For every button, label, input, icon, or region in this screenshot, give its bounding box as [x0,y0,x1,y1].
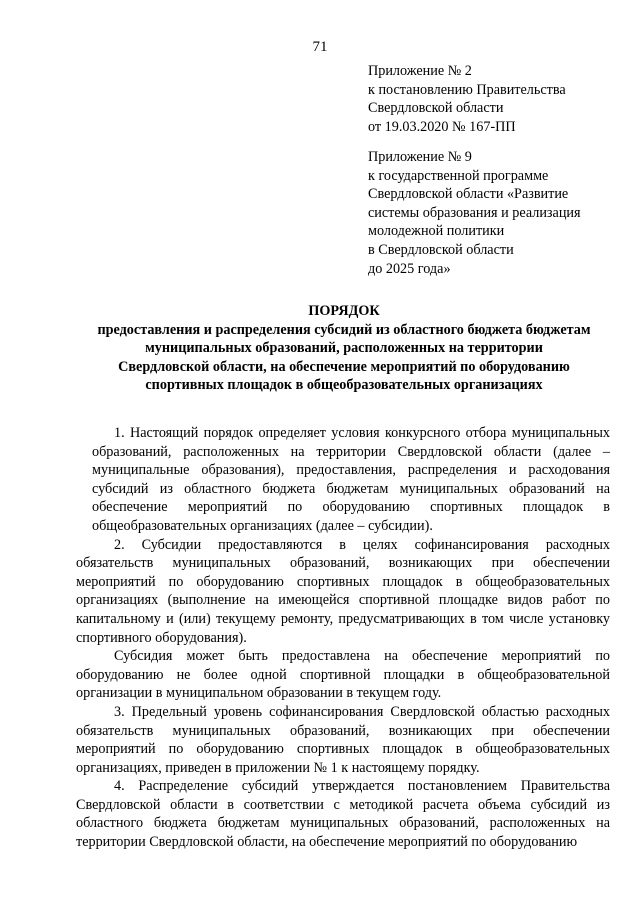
annex-line: молодежной политики [368,223,505,240]
title-line: муниципальных образований, расположенных на территории [145,340,543,357]
paragraph-1: 1. Настоящий порядок определяет условия конкурсного отбора муниципальных образований, расположенных на территории Свердловской области (далее – муниципальные образования), предоставления, распределения и расходования субсидий из областного бюджета бюджетам муниципальных образований на обеспечение мероприятий по оборудованию спортивных площадок в общеобразовательных организациях (далее – субсидии). [92,425,610,534]
annex-reference-resolution [368,62,618,136]
paragraph-3: 3. Предельный уровень софинансирования Свердловской областью расходных обязательств муниципальных образований, возникающих при обеспечении мероприятий по оборудованию спортивных площадок в общеобразовательных организациях, приведен в приложении № 1 к настоящему порядку. [76,703,610,776]
annex-line: Приложение № 9 [368,149,472,165]
annex-line: от 19.03.2020 № 167-ПП [368,118,516,135]
paragraph-2: 2. Субсидии предоставляются в целях софинансирования расходных обязательств муниципальных образований, возникающих при обеспечении мероприятий по оборудованию спортивных площадок в общеобразовательных организациях (выполнение на имеющейся спортивной площадке видов работ по капитальному и (или) текущему ремонту, предусматривающих в том числе установку спортивного оборудования). [76,536,610,646]
annex-line: в Свердловской области [368,241,514,258]
page-number: 71 [312,39,328,55]
title-line: Свердловской области, на обеспечение мероприятий по оборудованию [118,358,570,375]
document-title [74,302,614,395]
annex-line: Приложение № 2 [368,63,472,79]
title-line: предоставления и распределения субсидий из областного бюджета бюджетам [97,321,591,338]
annex-line: к государственной программе [368,167,549,184]
title-line: спортивных площадок в общеобразовательных организациях [145,377,543,394]
annex-line: системы образования и реализация [368,204,581,221]
document-body [76,424,610,852]
paragraph-4: 4. Распределение субсидий утверждается постановлением Правительства Свердловской области в соответствии с методикой расчета объема субсидий из областного бюджета бюджетам муниципальных образований, расположенных на территории Свердловской области, на обеспечение мероприятий по оборудованию [76,778,610,851]
paragraph-2-continuation: Субсидия может быть предоставлена на обеспечение мероприятий по оборудованию не более одной спортивной площадки в общеобразовательной организации в муниципальном образовании в текущем году. [76,648,610,702]
title-heading: ПОРЯДОК [308,303,380,319]
annex-line: до 2025 года» [368,260,451,277]
annex-reference-program [368,148,618,278]
annex-line: Свердловской области [368,100,504,117]
annex-line: к постановлению Правительства [368,81,566,98]
annex-line: Свердловской области «Развитие [368,186,569,203]
